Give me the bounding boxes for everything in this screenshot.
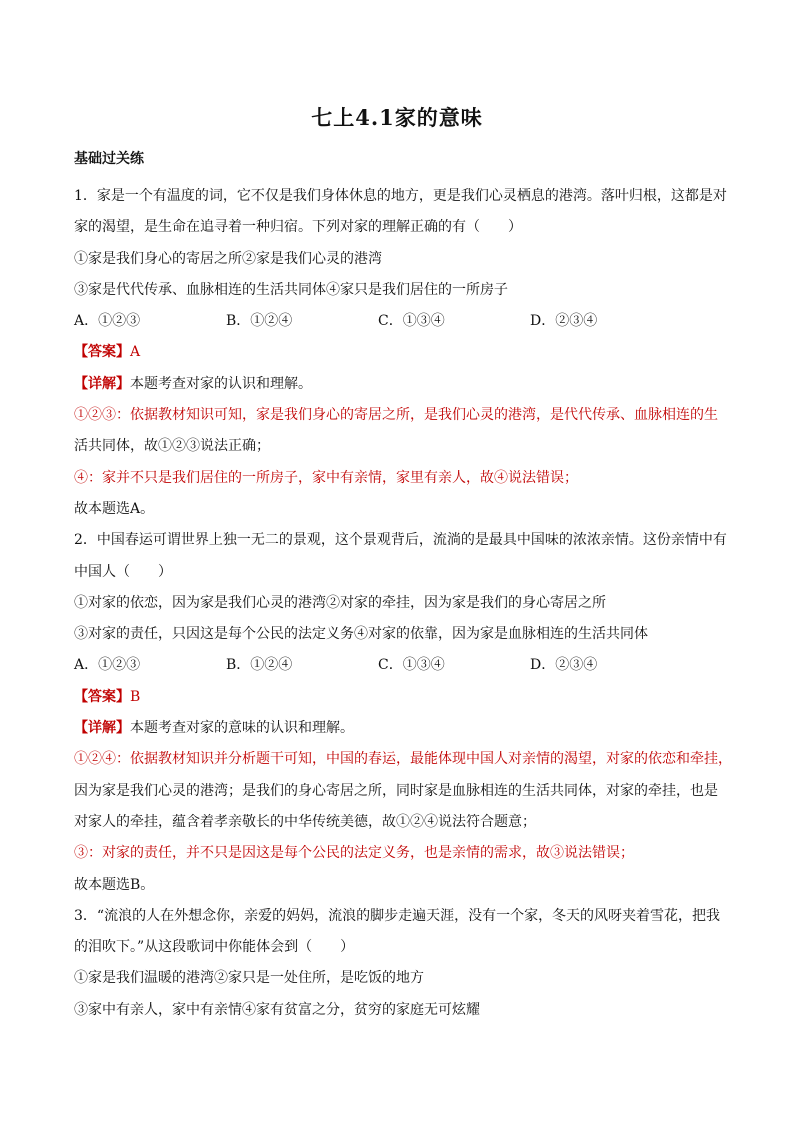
q2-answer-value: B [130, 688, 141, 705]
q1-detail-label: 【详解】 [74, 375, 130, 392]
q2-option-c: C．①③④ [378, 657, 445, 674]
q1-detail-line-2: 活共同体，故①②③说法正确； [74, 438, 270, 455]
q2-option-d: D．②③④ [530, 657, 598, 674]
questions-content [74, 184, 732, 1029]
q1-detail [74, 372, 722, 403]
q2-detail-label: 【详解】 [74, 720, 130, 737]
q2-detail-line-4: ③：对家的责任，并不只是因这是每个公民的法定义务，也是亲情的需求，故③说法错误； [74, 845, 634, 862]
q1-detail-intro: 本题考查对家的认识和理解。 [130, 375, 312, 392]
q2-stem-line-1: 2．中国春运可谓世界上独一无二的景观，这个景观背后，流淌的是最具中国味的浓浓亲情。这份亲情中有 [74, 532, 727, 549]
q2-option-a: A．①②③ [74, 657, 141, 674]
q3-items-line-1: ①家是我们温暖的港湾②家只是一处住所，是吃饭的地方 [74, 970, 424, 987]
q1-answer [74, 340, 722, 371]
q1-option-a: A．①②③ [74, 313, 141, 330]
q2-detail-line-1: ①②④：依据教材知识并分析题干可知，中国的春运，最能体现中国人对亲情的渴望，对家的依恋和牵挂， [74, 751, 732, 768]
q1-items-line-1: ①家是我们身心的寄居之所②家是我们心灵的港湾 [74, 250, 382, 267]
q1-stem-line-2: 家的渴望，是生命在追寻着一种归宿。下列对家的理解正确的有（ ） [74, 219, 522, 236]
q2-detail [74, 716, 722, 747]
q2-stem-line-2: 中国人（ ） [74, 563, 172, 580]
q1-detail-line-3: ④：家并不只是我们居住的一所房子，家中有亲情，家里有亲人，故④说法错误； [74, 469, 578, 486]
q1-answer-label: 【答案】 [74, 344, 130, 361]
q3-stem-line-1: 3．“流浪的人在外想念你，亲爱的妈妈，流浪的脚步走遍天涯，没有一个家，冬天的风呀夹着雪花，把我 [74, 907, 721, 924]
q2-conclusion: 故本题选B。 [74, 876, 155, 893]
q2-option-b: B．①②④ [226, 657, 293, 674]
q2-detail-intro: 本题考查对家的意味的认识和理解。 [130, 720, 354, 737]
q3-items-line-2: ③家中有亲人，家中有亲情④家有贫富之分，贫穷的家庭无可炫耀 [74, 1001, 480, 1018]
q1-option-c: C．①③④ [378, 313, 445, 330]
q2-detail-line-3: 对家人的牵挂，蕴含着孝亲敬长的中华传统美德，故①②④说法符合题意； [74, 813, 536, 830]
q1-conclusion: 故本题选A。 [74, 500, 155, 517]
q1-detail-line-1: ①②③：依据教材知识可知，家是我们身心的寄居之所，是我们心灵的港湾，是代代传承、血脉相连的生 [74, 407, 718, 424]
q3-stem-line-2: 的泪吹下。”从这段歌词中你能体会到（ ） [74, 939, 355, 956]
q1-option-b: B．①②④ [226, 313, 293, 330]
q2-detail-line-2: 因为家是我们心灵的港湾；是我们的身心寄居之所，同时家是血脉相连的生活共同体，对家的牵挂，也是 [74, 782, 718, 799]
q1-answer-value: A [130, 344, 141, 361]
q1-items-line-2: ③家是代代传承、血脉相连的生活共同体④家只是我们居住的一所房子 [74, 281, 508, 298]
q1-stem-line-1: 1．家是一个有温度的词，它不仅是我们身体休息的地方，更是我们心灵栖息的港湾。落叶归根，这都是对 [74, 188, 727, 204]
q1-options [74, 309, 722, 340]
q2-answer-label: 【答案】 [74, 688, 130, 705]
page-title: 七上4.1家的意味 [311, 105, 483, 130]
q2-items-line-1: ①对家的依恋，因为家是我们心灵的港湾②对家的牵挂，因为家是我们的身心寄居之所 [74, 594, 606, 611]
section-heading: 基础过关练 [74, 151, 144, 167]
q2-answer [74, 685, 722, 716]
q2-items-line-2: ③对家的责任，只因这是每个公民的法定义务④对家的依靠，因为家是血脉相连的生活共同体 [74, 626, 648, 643]
q1-option-d: D．②③④ [530, 313, 598, 330]
q2-options [74, 653, 722, 684]
